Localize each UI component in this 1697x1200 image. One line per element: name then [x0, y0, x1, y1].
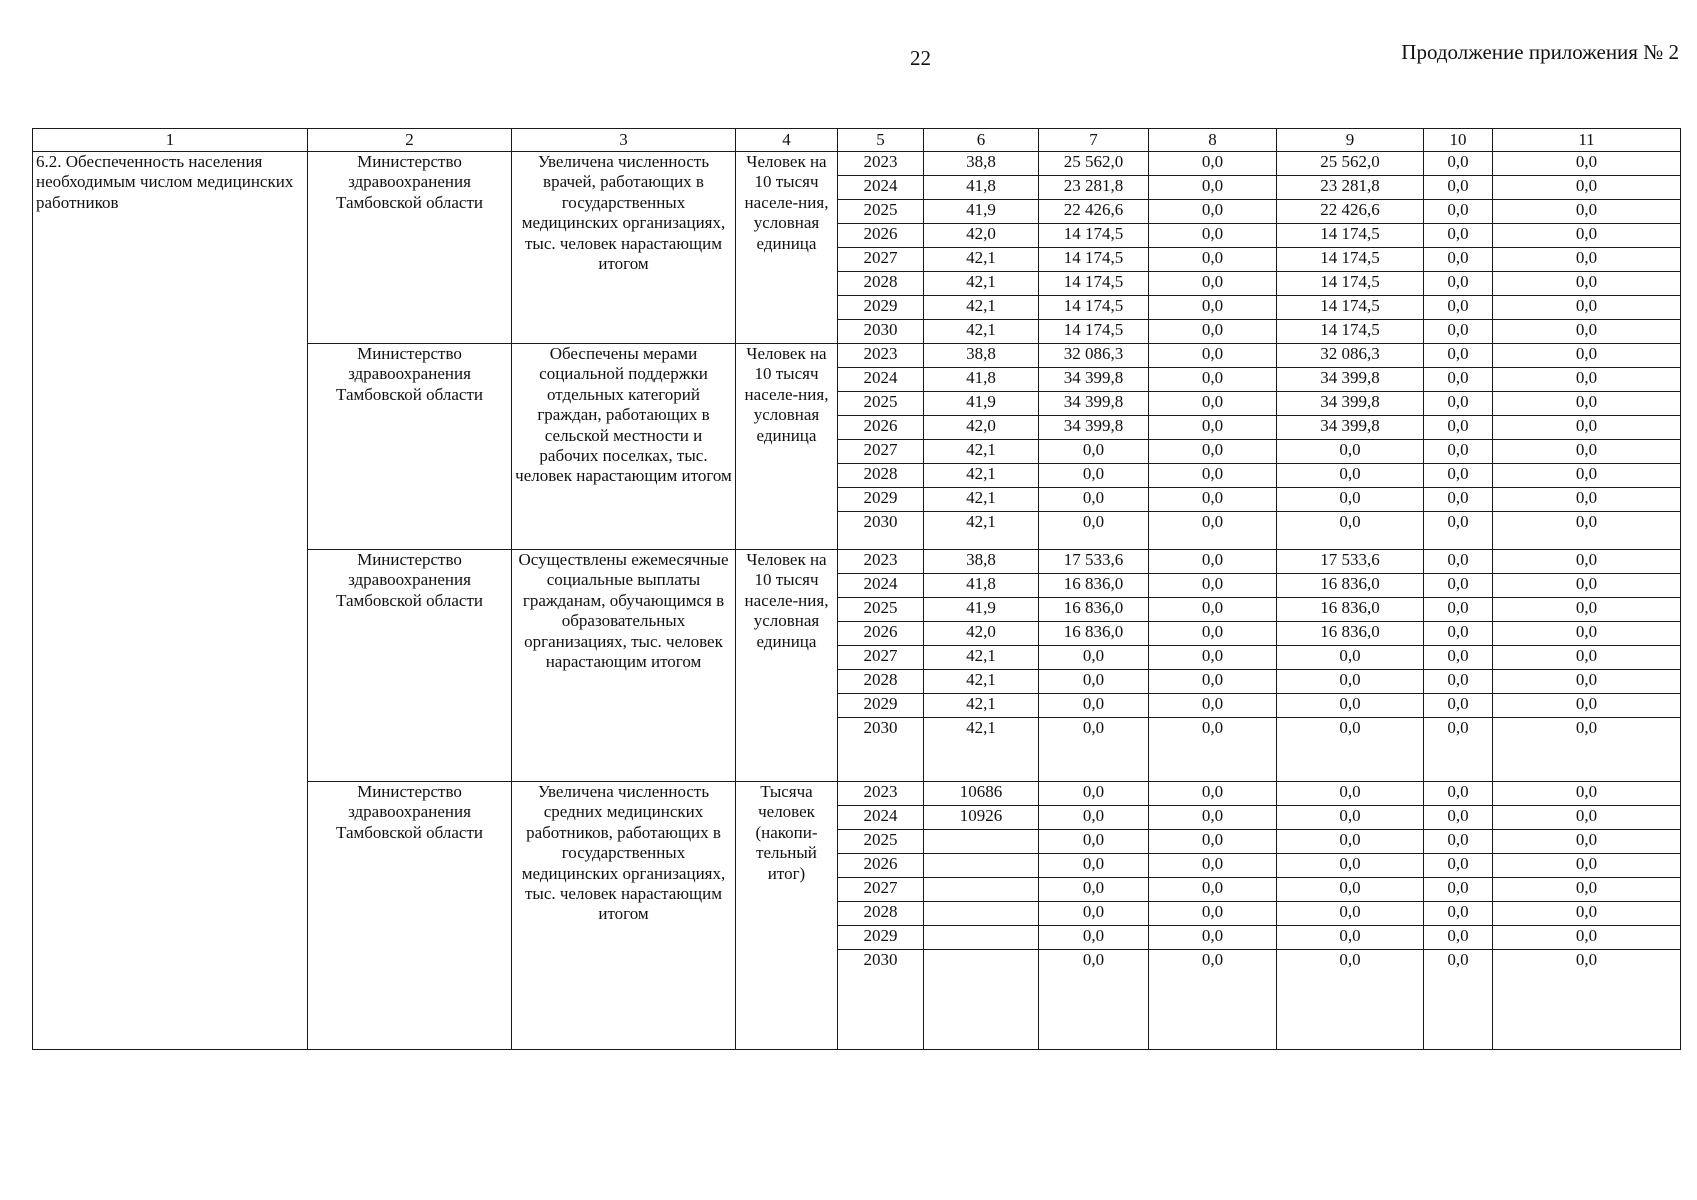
local-budget-cell: 0,0 — [1424, 950, 1493, 1050]
target-value-cell: 42,1 — [924, 488, 1039, 512]
local-budget-cell: 0,0 — [1424, 622, 1493, 646]
local-budget-cell: 0,0 — [1424, 854, 1493, 878]
regional-budget-cell: 0,0 — [1277, 512, 1424, 550]
year-cell: 2029 — [838, 488, 924, 512]
local-budget-cell: 0,0 — [1424, 440, 1493, 464]
federal-budget-cell: 0,0 — [1149, 622, 1277, 646]
local-budget-cell: 0,0 — [1424, 830, 1493, 854]
target-value-cell: 42,1 — [924, 670, 1039, 694]
federal-budget-cell: 0,0 — [1149, 296, 1277, 320]
column-number-header: 3 — [512, 129, 736, 152]
target-value-cell: 42,0 — [924, 224, 1039, 248]
year-cell: 2030 — [838, 512, 924, 550]
result-description: Увеличена численность врачей, работающих в государственных медицинских организациях, тыс. человек нарастающим итогом — [512, 152, 736, 344]
year-cell: 2023 — [838, 550, 924, 574]
year-cell: 2028 — [838, 902, 924, 926]
year-cell: 2029 — [838, 694, 924, 718]
total-funding-cell: 0,0 — [1039, 782, 1149, 806]
total-funding-cell: 32 086,3 — [1039, 344, 1149, 368]
year-cell: 2024 — [838, 806, 924, 830]
federal-budget-cell: 0,0 — [1149, 152, 1277, 176]
target-value-cell: 42,1 — [924, 718, 1039, 782]
result-description: Осуществлены ежемесячные социальные выплаты гражданам, обучающимся в образовательных организациях, тыс. человек нарастающим итогом — [512, 550, 736, 782]
extrabudgetary-cell: 0,0 — [1493, 782, 1681, 806]
extrabudgetary-cell: 0,0 — [1493, 718, 1681, 782]
regional-budget-cell: 0,0 — [1277, 646, 1424, 670]
target-value-cell: 41,9 — [924, 598, 1039, 622]
target-value-cell: 42,0 — [924, 416, 1039, 440]
year-cell: 2023 — [838, 782, 924, 806]
regional-budget-cell: 0,0 — [1277, 694, 1424, 718]
target-value-cell: 38,8 — [924, 344, 1039, 368]
regional-budget-cell: 16 836,0 — [1277, 574, 1424, 598]
local-budget-cell: 0,0 — [1424, 464, 1493, 488]
target-value-cell — [924, 902, 1039, 926]
federal-budget-cell: 0,0 — [1149, 574, 1277, 598]
extrabudgetary-cell: 0,0 — [1493, 830, 1681, 854]
responsible-executor: Министерство здравоохранения Тамбовской области — [308, 550, 512, 782]
total-funding-cell: 16 836,0 — [1039, 574, 1149, 598]
total-funding-cell: 16 836,0 — [1039, 598, 1149, 622]
extrabudgetary-cell: 0,0 — [1493, 464, 1681, 488]
extrabudgetary-cell: 0,0 — [1493, 550, 1681, 574]
table-body — [33, 152, 1681, 1050]
target-value-cell: 42,1 — [924, 694, 1039, 718]
year-cell: 2025 — [838, 200, 924, 224]
regional-budget-cell: 14 174,5 — [1277, 224, 1424, 248]
local-budget-cell: 0,0 — [1424, 248, 1493, 272]
regional-budget-cell: 0,0 — [1277, 830, 1424, 854]
regional-budget-cell: 14 174,5 — [1277, 272, 1424, 296]
regional-budget-cell: 14 174,5 — [1277, 296, 1424, 320]
table-row — [33, 152, 1681, 176]
target-value-cell: 42,1 — [924, 464, 1039, 488]
extrabudgetary-cell: 0,0 — [1493, 176, 1681, 200]
federal-budget-cell: 0,0 — [1149, 272, 1277, 296]
extrabudgetary-cell: 0,0 — [1493, 926, 1681, 950]
extrabudgetary-cell: 0,0 — [1493, 296, 1681, 320]
year-cell: 2026 — [838, 854, 924, 878]
regional-budget-cell: 22 426,6 — [1277, 200, 1424, 224]
federal-budget-cell: 0,0 — [1149, 488, 1277, 512]
extrabudgetary-cell: 0,0 — [1493, 320, 1681, 344]
total-funding-cell: 0,0 — [1039, 440, 1149, 464]
local-budget-cell: 0,0 — [1424, 320, 1493, 344]
regional-budget-cell: 0,0 — [1277, 878, 1424, 902]
regional-budget-cell: 34 399,8 — [1277, 392, 1424, 416]
local-budget-cell: 0,0 — [1424, 550, 1493, 574]
local-budget-cell: 0,0 — [1424, 782, 1493, 806]
local-budget-cell: 0,0 — [1424, 926, 1493, 950]
measurement-unit: Человек на 10 тысяч населе-ния, условная единица — [736, 344, 838, 550]
total-funding-cell: 0,0 — [1039, 694, 1149, 718]
year-cell: 2026 — [838, 224, 924, 248]
regional-budget-cell: 32 086,3 — [1277, 344, 1424, 368]
column-number-header: 7 — [1039, 129, 1149, 152]
year-cell: 2029 — [838, 296, 924, 320]
local-budget-cell: 0,0 — [1424, 296, 1493, 320]
column-number-row — [33, 129, 1681, 152]
federal-budget-cell: 0,0 — [1149, 550, 1277, 574]
local-budget-cell: 0,0 — [1424, 670, 1493, 694]
year-cell: 2030 — [838, 718, 924, 782]
federal-budget-cell: 0,0 — [1149, 176, 1277, 200]
column-number-header: 8 — [1149, 129, 1277, 152]
federal-budget-cell: 0,0 — [1149, 344, 1277, 368]
total-funding-cell: 0,0 — [1039, 830, 1149, 854]
year-cell: 2024 — [838, 368, 924, 392]
federal-budget-cell: 0,0 — [1149, 416, 1277, 440]
extrabudgetary-cell: 0,0 — [1493, 622, 1681, 646]
total-funding-cell: 14 174,5 — [1039, 272, 1149, 296]
federal-budget-cell: 0,0 — [1149, 646, 1277, 670]
column-number-header: 1 — [33, 129, 308, 152]
extrabudgetary-cell: 0,0 — [1493, 272, 1681, 296]
year-cell: 2024 — [838, 176, 924, 200]
column-number-header: 11 — [1493, 129, 1681, 152]
year-cell: 2027 — [838, 878, 924, 902]
total-funding-cell: 14 174,5 — [1039, 296, 1149, 320]
regional-budget-cell: 0,0 — [1277, 670, 1424, 694]
year-cell: 2028 — [838, 272, 924, 296]
extrabudgetary-cell: 0,0 — [1493, 416, 1681, 440]
regional-budget-cell: 0,0 — [1277, 950, 1424, 1050]
total-funding-cell: 0,0 — [1039, 926, 1149, 950]
federal-budget-cell: 0,0 — [1149, 248, 1277, 272]
target-value-cell: 41,8 — [924, 368, 1039, 392]
target-value-cell: 42,1 — [924, 440, 1039, 464]
year-cell: 2028 — [838, 670, 924, 694]
target-value-cell: 41,8 — [924, 574, 1039, 598]
federal-budget-cell: 0,0 — [1149, 200, 1277, 224]
regional-budget-cell: 23 281,8 — [1277, 176, 1424, 200]
total-funding-cell: 0,0 — [1039, 806, 1149, 830]
federal-budget-cell: 0,0 — [1149, 902, 1277, 926]
appendix-continuation-note: Продолжение приложения № 2 — [1401, 40, 1679, 64]
federal-budget-cell: 0,0 — [1149, 854, 1277, 878]
federal-budget-cell: 0,0 — [1149, 782, 1277, 806]
indicator-name: 6.2. Обеспеченность населения необходимым числом медицинских работников — [33, 152, 308, 1050]
regional-budget-cell: 0,0 — [1277, 806, 1424, 830]
extrabudgetary-cell: 0,0 — [1493, 248, 1681, 272]
target-value-cell: 42,1 — [924, 646, 1039, 670]
federal-budget-cell: 0,0 — [1149, 694, 1277, 718]
total-funding-cell: 0,0 — [1039, 854, 1149, 878]
regional-budget-cell: 14 174,5 — [1277, 248, 1424, 272]
total-funding-cell: 0,0 — [1039, 950, 1149, 1050]
federal-budget-cell: 0,0 — [1149, 718, 1277, 782]
extrabudgetary-cell: 0,0 — [1493, 902, 1681, 926]
federal-budget-cell: 0,0 — [1149, 320, 1277, 344]
total-funding-cell: 14 174,5 — [1039, 248, 1149, 272]
regional-budget-cell: 0,0 — [1277, 782, 1424, 806]
federal-budget-cell: 0,0 — [1149, 806, 1277, 830]
year-cell: 2030 — [838, 320, 924, 344]
federal-budget-cell: 0,0 — [1149, 464, 1277, 488]
program-indicators-table — [32, 128, 1681, 1050]
year-cell: 2027 — [838, 248, 924, 272]
extrabudgetary-cell: 0,0 — [1493, 670, 1681, 694]
target-value-cell: 38,8 — [924, 550, 1039, 574]
regional-budget-cell: 14 174,5 — [1277, 320, 1424, 344]
regional-budget-cell: 0,0 — [1277, 464, 1424, 488]
local-budget-cell: 0,0 — [1424, 512, 1493, 550]
extrabudgetary-cell: 0,0 — [1493, 152, 1681, 176]
result-description: Обеспечены мерами социальной поддержки отдельных категорий граждан, работающих в сельской местности и рабочих поселках, тыс. человек нарастающим итогом — [512, 344, 736, 550]
target-value-cell: 41,8 — [924, 176, 1039, 200]
federal-budget-cell: 0,0 — [1149, 224, 1277, 248]
target-value-cell — [924, 830, 1039, 854]
result-description: Увеличена численность средних медицинских работников, работающих в государственных медицинских организациях, тыс. человек нарастающим итогом — [512, 782, 736, 1050]
total-funding-cell: 16 836,0 — [1039, 622, 1149, 646]
federal-budget-cell: 0,0 — [1149, 878, 1277, 902]
total-funding-cell: 0,0 — [1039, 878, 1149, 902]
total-funding-cell: 0,0 — [1039, 464, 1149, 488]
total-funding-cell: 14 174,5 — [1039, 224, 1149, 248]
target-value-cell: 42,1 — [924, 272, 1039, 296]
local-budget-cell: 0,0 — [1424, 272, 1493, 296]
target-value-cell — [924, 854, 1039, 878]
target-value-cell: 38,8 — [924, 152, 1039, 176]
extrabudgetary-cell: 0,0 — [1493, 854, 1681, 878]
responsible-executor: Министерство здравоохранения Тамбовской области — [308, 152, 512, 344]
extrabudgetary-cell: 0,0 — [1493, 806, 1681, 830]
federal-budget-cell: 0,0 — [1149, 598, 1277, 622]
local-budget-cell: 0,0 — [1424, 878, 1493, 902]
federal-budget-cell: 0,0 — [1149, 392, 1277, 416]
regional-budget-cell: 16 836,0 — [1277, 598, 1424, 622]
target-value-cell — [924, 878, 1039, 902]
local-budget-cell: 0,0 — [1424, 224, 1493, 248]
year-cell: 2025 — [838, 392, 924, 416]
extrabudgetary-cell: 0,0 — [1493, 646, 1681, 670]
column-number-header: 6 — [924, 129, 1039, 152]
extrabudgetary-cell: 0,0 — [1493, 224, 1681, 248]
measurement-unit: Человек на 10 тысяч населе-ния, условная единица — [736, 152, 838, 344]
local-budget-cell: 0,0 — [1424, 646, 1493, 670]
page-number: 22 — [910, 46, 931, 70]
year-cell: 2025 — [838, 830, 924, 854]
total-funding-cell: 34 399,8 — [1039, 392, 1149, 416]
column-number-header: 4 — [736, 129, 838, 152]
target-value-cell: 42,1 — [924, 320, 1039, 344]
regional-budget-cell: 0,0 — [1277, 926, 1424, 950]
total-funding-cell: 0,0 — [1039, 646, 1149, 670]
column-number-header: 9 — [1277, 129, 1424, 152]
federal-budget-cell: 0,0 — [1149, 830, 1277, 854]
extrabudgetary-cell: 0,0 — [1493, 512, 1681, 550]
target-value-cell — [924, 950, 1039, 1050]
target-value-cell: 41,9 — [924, 200, 1039, 224]
target-value-cell: 42,1 — [924, 512, 1039, 550]
regional-budget-cell: 0,0 — [1277, 854, 1424, 878]
local-budget-cell: 0,0 — [1424, 200, 1493, 224]
total-funding-cell: 0,0 — [1039, 718, 1149, 782]
year-cell: 2024 — [838, 574, 924, 598]
extrabudgetary-cell: 0,0 — [1493, 694, 1681, 718]
extrabudgetary-cell: 0,0 — [1493, 440, 1681, 464]
target-value-cell: 10686 — [924, 782, 1039, 806]
total-funding-cell: 34 399,8 — [1039, 416, 1149, 440]
total-funding-cell: 23 281,8 — [1039, 176, 1149, 200]
year-cell: 2029 — [838, 926, 924, 950]
extrabudgetary-cell: 0,0 — [1493, 598, 1681, 622]
federal-budget-cell: 0,0 — [1149, 440, 1277, 464]
regional-budget-cell: 0,0 — [1277, 440, 1424, 464]
target-value-cell: 42,1 — [924, 248, 1039, 272]
target-value-cell: 42,1 — [924, 296, 1039, 320]
regional-budget-cell: 16 836,0 — [1277, 622, 1424, 646]
regional-budget-cell: 0,0 — [1277, 902, 1424, 926]
extrabudgetary-cell: 0,0 — [1493, 344, 1681, 368]
target-value-cell: 41,9 — [924, 392, 1039, 416]
regional-budget-cell: 0,0 — [1277, 488, 1424, 512]
extrabudgetary-cell: 0,0 — [1493, 392, 1681, 416]
local-budget-cell: 0,0 — [1424, 488, 1493, 512]
target-value-cell — [924, 926, 1039, 950]
year-cell: 2027 — [838, 646, 924, 670]
local-budget-cell: 0,0 — [1424, 598, 1493, 622]
regional-budget-cell: 34 399,8 — [1277, 416, 1424, 440]
responsible-executor: Министерство здравоохранения Тамбовской области — [308, 782, 512, 1050]
target-value-cell: 42,0 — [924, 622, 1039, 646]
total-funding-cell: 0,0 — [1039, 512, 1149, 550]
federal-budget-cell: 0,0 — [1149, 926, 1277, 950]
local-budget-cell: 0,0 — [1424, 718, 1493, 782]
column-number-header: 10 — [1424, 129, 1493, 152]
target-value-cell: 10926 — [924, 806, 1039, 830]
local-budget-cell: 0,0 — [1424, 416, 1493, 440]
regional-budget-cell: 25 562,0 — [1277, 152, 1424, 176]
total-funding-cell: 22 426,6 — [1039, 200, 1149, 224]
local-budget-cell: 0,0 — [1424, 694, 1493, 718]
extrabudgetary-cell: 0,0 — [1493, 368, 1681, 392]
total-funding-cell: 17 533,6 — [1039, 550, 1149, 574]
year-cell: 2026 — [838, 622, 924, 646]
year-cell: 2026 — [838, 416, 924, 440]
federal-budget-cell: 0,0 — [1149, 368, 1277, 392]
year-cell: 2023 — [838, 152, 924, 176]
local-budget-cell: 0,0 — [1424, 392, 1493, 416]
regional-budget-cell: 34 399,8 — [1277, 368, 1424, 392]
extrabudgetary-cell: 0,0 — [1493, 574, 1681, 598]
federal-budget-cell: 0,0 — [1149, 670, 1277, 694]
column-number-header: 5 — [838, 129, 924, 152]
year-cell: 2027 — [838, 440, 924, 464]
total-funding-cell: 25 562,0 — [1039, 152, 1149, 176]
local-budget-cell: 0,0 — [1424, 368, 1493, 392]
extrabudgetary-cell: 0,0 — [1493, 950, 1681, 1050]
local-budget-cell: 0,0 — [1424, 344, 1493, 368]
local-budget-cell: 0,0 — [1424, 176, 1493, 200]
responsible-executor: Министерство здравоохранения Тамбовской области — [308, 344, 512, 550]
total-funding-cell: 0,0 — [1039, 670, 1149, 694]
extrabudgetary-cell: 0,0 — [1493, 488, 1681, 512]
regional-budget-cell: 0,0 — [1277, 718, 1424, 782]
year-cell: 2030 — [838, 950, 924, 1050]
extrabudgetary-cell: 0,0 — [1493, 878, 1681, 902]
federal-budget-cell: 0,0 — [1149, 950, 1277, 1050]
local-budget-cell: 0,0 — [1424, 152, 1493, 176]
extrabudgetary-cell: 0,0 — [1493, 200, 1681, 224]
year-cell: 2025 — [838, 598, 924, 622]
local-budget-cell: 0,0 — [1424, 806, 1493, 830]
total-funding-cell: 0,0 — [1039, 488, 1149, 512]
measurement-unit: Тысяча человек (накопи-тельный итог) — [736, 782, 838, 1050]
year-cell: 2023 — [838, 344, 924, 368]
total-funding-cell: 14 174,5 — [1039, 320, 1149, 344]
year-cell: 2028 — [838, 464, 924, 488]
measurement-unit: Человек на 10 тысяч населе-ния, условная единица — [736, 550, 838, 782]
total-funding-cell: 0,0 — [1039, 902, 1149, 926]
local-budget-cell: 0,0 — [1424, 902, 1493, 926]
local-budget-cell: 0,0 — [1424, 574, 1493, 598]
regional-budget-cell: 17 533,6 — [1277, 550, 1424, 574]
federal-budget-cell: 0,0 — [1149, 512, 1277, 550]
total-funding-cell: 34 399,8 — [1039, 368, 1149, 392]
column-number-header: 2 — [308, 129, 512, 152]
